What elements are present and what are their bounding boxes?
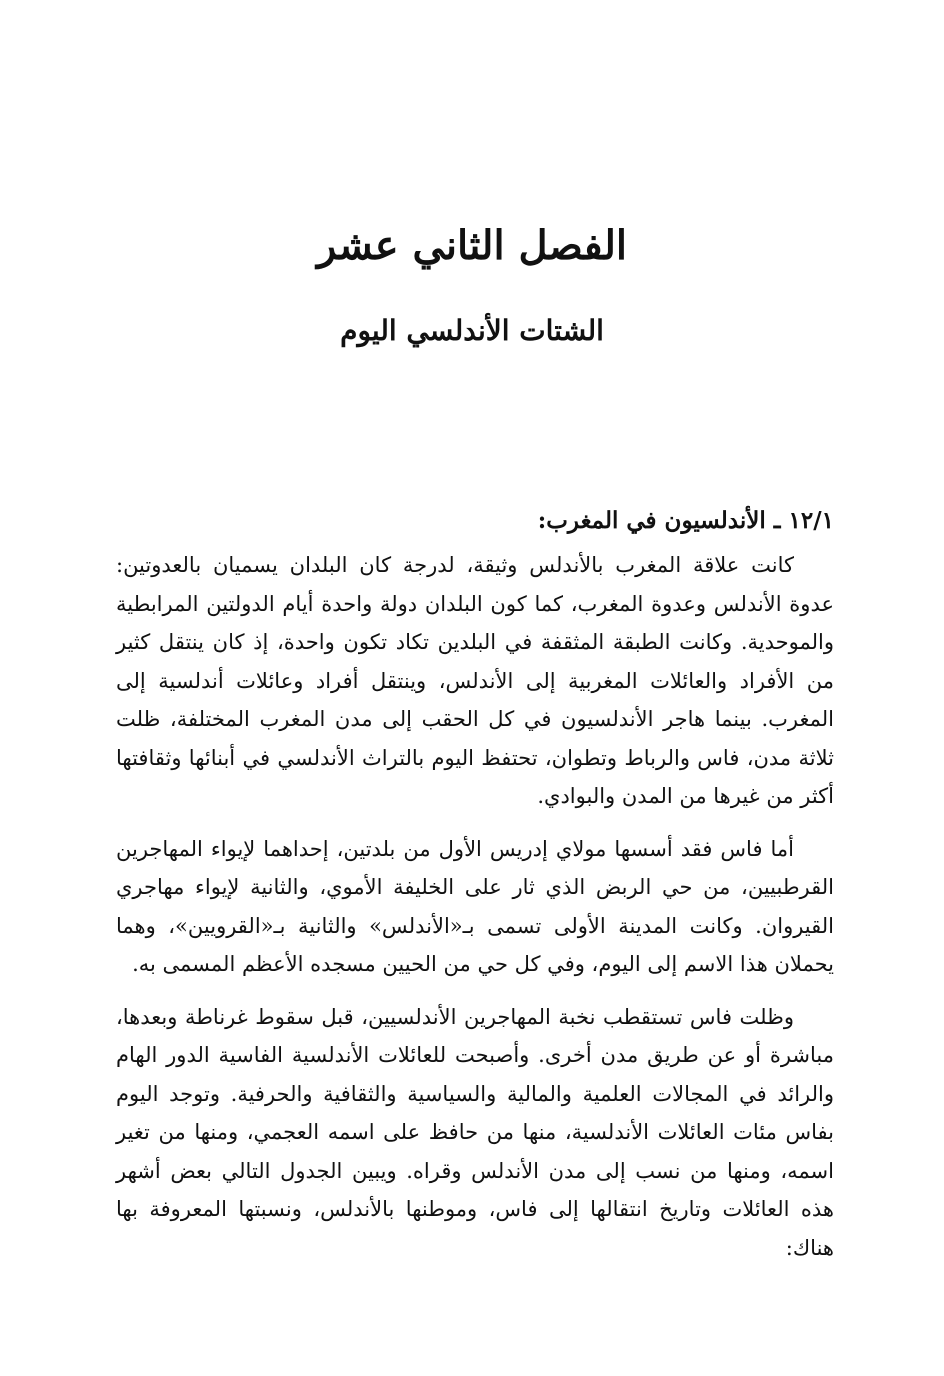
chapter-subtitle: الشتات الأندلسي اليوم: [340, 314, 604, 347]
section-heading: ١٢/١ ـ الأندلسيون في المغرب:: [537, 507, 834, 534]
paragraph-fes-families: وظلت فاس تستقطب نخبة المهاجرين الأندلسيين، قبل سقوط غرناطة وبعدها، مباشرة أو عن طريق مدن أخرى. وأصبحت للعائلات الأندلسية الفاسية الدور الهام والرائد في المجالات العلمية والمالية والسياسية والثقافية والحرفية. وتوجد اليوم بفاس مئات العائلات الأندلسية، منها من حافظ على اسمه العجمي، ومنها من تغير اسمه، ومنها من نسب إلى مدن الأندلس وقراه. ويبين الجدول التالي بعض أشهر هذه العائلات وتاريخ انتقالها إلى فاس، وموطنها بالأندلس، ونسبتها المعروفة بها هناك:: [116, 1004, 834, 1260]
paragraph-morocco-relations: كانت علاقة المغرب بالأندلس وثيقة، لدرجة كان البلدان يسميان بالعدوتين: عدوة الأندلس وعدوة المغرب، كما كون البلدان دولة واحدة أيام الدولتين المرابطية والموحدية. وكانت الطبقة المثقفة في البلدين تكاد تكون واحدة، إذ كان ينتقل كثير من الأفراد والعائلات المغربية إلى الأندلس، وينتقل أفراد وعائلات أندلسية إلى المغرب. بينما هاجر الأندلسيون في كل الحقب إلى مدن المغرب المختلفة، ظلت ثلاثة مدن، فاس والرباط وتطوان، تحتفظ اليوم بالتراث الأندلسي في أبنائها وثقافتها أكثر من غيرها من المدن والبوادي.: [116, 553, 834, 808]
chapter-title: الفصل الثاني عشر: [316, 222, 628, 269]
paragraph-fes-founding: أما فاس فقد أسسها مولاي إدريس الأول من بلدتين، إحداهما لإيواء المهاجرين القرطبيين، من حي الربض الذي ثار على الخليفة الأموي، والثانية لإيواء مهاجري القيروان. وكانت المدينة الأولى تسمى بـ«الأندلس» والثانية بـ«القرويين»، وهما يحملان هذا الاسم إلى اليوم، وفي كل حي من الحيين مسجده الأعظم المسمى به.: [116, 836, 834, 976]
body-text: [116, 502, 834, 1267]
